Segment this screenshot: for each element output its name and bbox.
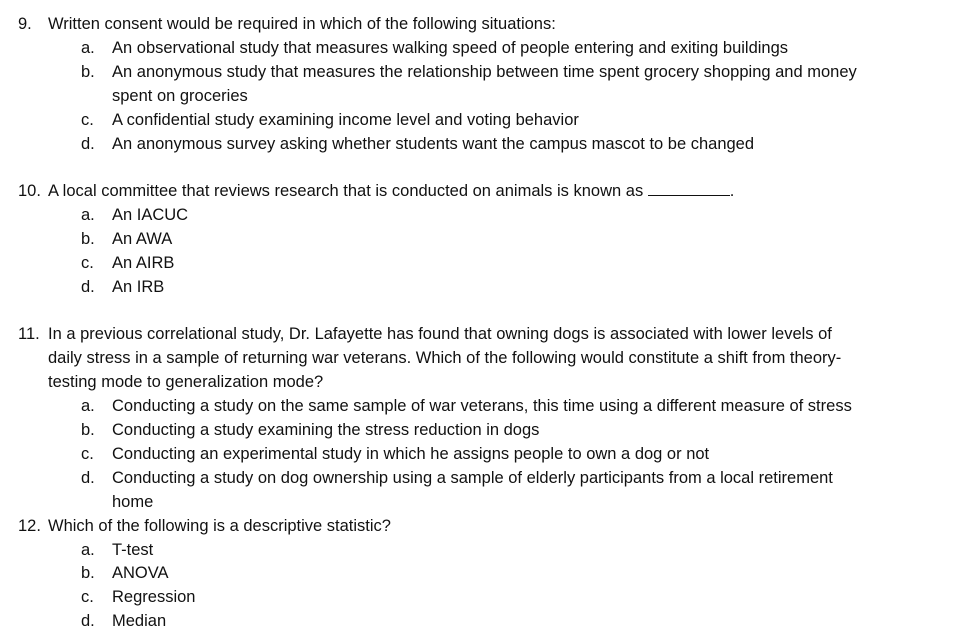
- answer-blank: [648, 181, 730, 196]
- question-stem: In a previous correlational study, Dr. Lafayette has found that owning dogs is associated with lower levels of: [48, 325, 832, 343]
- option-text: An IACUC: [112, 206, 189, 224]
- question-stem: daily stress in a sample of returning war veterans. Which of the following would constitute a shift from theory-: [48, 349, 842, 367]
- option-letter: d.: [81, 135, 95, 153]
- option-text: A confidential study examining income level and voting behavior: [112, 111, 579, 129]
- option-text: Conducting an experimental study in which he assigns people to own a dog or not: [112, 445, 710, 463]
- stem-suffix: .: [729, 182, 735, 200]
- option-text: T-test: [112, 541, 154, 559]
- option-text: ANOVA: [112, 564, 169, 582]
- option-letter: d.: [81, 469, 95, 487]
- question-number: 12.: [18, 517, 41, 535]
- question-stem: Written consent would be required in which of the following situations:: [48, 15, 556, 33]
- option-text: An observational study that measures walking speed of people entering and exiting buildings: [112, 39, 789, 57]
- option-letter: a.: [81, 206, 95, 224]
- option-text: An anonymous study that measures the relationship between time spent grocery shopping and money: [112, 63, 857, 81]
- option-letter: b.: [81, 230, 95, 248]
- option-text: An anonymous survey asking whether students want the campus mascot to be changed: [112, 135, 755, 153]
- question-number: 11.: [18, 325, 40, 343]
- question-stem: [48, 180, 734, 202]
- option-letter: d.: [81, 612, 95, 630]
- option-text: Conducting a study examining the stress reduction in dogs: [112, 421, 540, 439]
- option-letter: b.: [81, 63, 95, 81]
- option-text: Conducting a study on dog ownership using a sample of elderly participants from a local retirement: [112, 469, 833, 487]
- option-text: home: [112, 493, 154, 511]
- option-text: An AWA: [112, 230, 173, 248]
- option-letter: a.: [81, 541, 95, 559]
- option-text: An IRB: [112, 278, 165, 296]
- option-text: An AIRB: [112, 254, 175, 272]
- option-letter: c.: [81, 445, 94, 463]
- question-stem-text: A local committee that reviews research that is conducted on animals is known as: [48, 182, 644, 200]
- question-number: 10.: [18, 182, 41, 200]
- option-text: spent on groceries: [112, 87, 248, 105]
- option-letter: a.: [81, 39, 95, 57]
- option-text: Conducting a study on the same sample of war veterans, this time using a different measure of stress: [112, 397, 852, 415]
- option-letter: a.: [81, 397, 95, 415]
- option-letter: b.: [81, 421, 95, 439]
- option-text: Median: [112, 612, 167, 630]
- option-letter: b.: [81, 564, 95, 582]
- option-letter: c.: [81, 254, 94, 272]
- option-letter: c.: [81, 588, 94, 606]
- option-letter: d.: [81, 278, 95, 296]
- option-text: Regression: [112, 588, 196, 606]
- question-number: 9.: [18, 15, 32, 33]
- question-stem: testing mode to generalization mode?: [48, 373, 324, 391]
- option-letter: c.: [81, 111, 94, 129]
- question-stem: Which of the following is a descriptive statistic?: [48, 517, 391, 535]
